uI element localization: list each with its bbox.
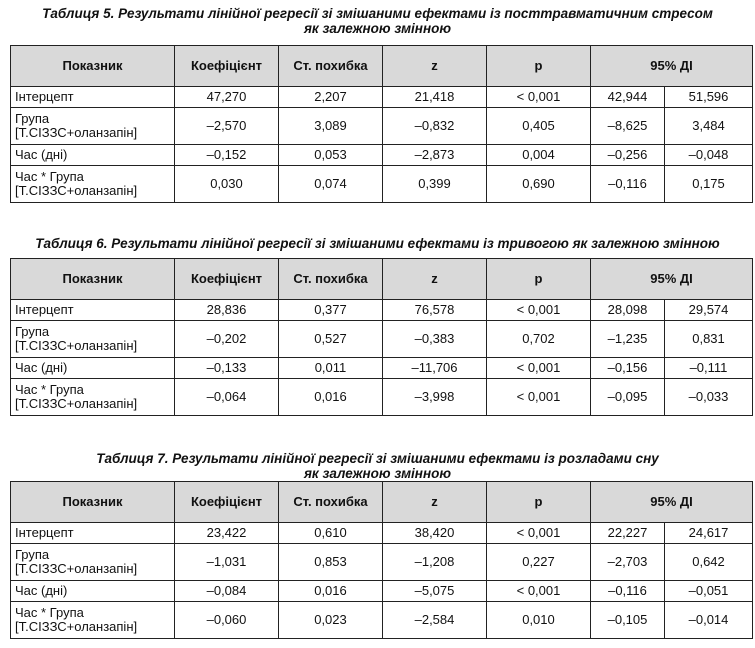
cell-std-error: 0,853: [279, 544, 383, 581]
table-row: [11, 87, 753, 108]
table-row: [11, 581, 753, 602]
row-label-line: [Т.СІЗЗС+оланзапін]: [15, 125, 138, 140]
cell-coefficient: –0,202: [175, 321, 279, 358]
cell-ci-upper: 29,574: [665, 300, 753, 321]
row-label: [11, 321, 175, 358]
cell-coefficient: –0,133: [175, 358, 279, 379]
header-coefficient: Коефіцієнт: [175, 482, 279, 523]
cell-ci-upper: –0,048: [665, 145, 753, 166]
cell-ci-upper: 0,642: [665, 544, 753, 581]
row-label-line: Час * Група: [15, 605, 84, 620]
cell-p: < 0,001: [487, 523, 591, 544]
header-z: z: [383, 482, 487, 523]
header-row: [11, 482, 753, 523]
header-ci: 95% ДІ: [591, 482, 753, 523]
cell-ci-lower: –0,116: [591, 581, 665, 602]
row-label: [11, 108, 175, 145]
cell-ci-upper: 3,484: [665, 108, 753, 145]
cell-std-error: 0,023: [279, 602, 383, 639]
header-p: p: [487, 482, 591, 523]
header-indicator: Показник: [11, 259, 175, 300]
caption-line: як залежною змінною: [303, 466, 452, 481]
cell-coefficient: –1,031: [175, 544, 279, 581]
header-coefficient: Коефіцієнт: [175, 259, 279, 300]
cell-ci-lower: –0,105: [591, 602, 665, 639]
cell-p: < 0,001: [487, 358, 591, 379]
cell-ci-lower: –8,625: [591, 108, 665, 145]
cell-ci-upper: –0,051: [665, 581, 753, 602]
cell-coefficient: –0,084: [175, 581, 279, 602]
regression-table: [10, 258, 753, 416]
cell-z: 38,420: [383, 523, 487, 544]
cell-z: –2,584: [383, 602, 487, 639]
cell-p: 0,690: [487, 166, 591, 203]
cell-ci-lower: 22,227: [591, 523, 665, 544]
cell-ci-upper: –0,111: [665, 358, 753, 379]
caption-line: Таблиця 6. Результати лінійної регресії зі змішаними ефектами із тривогою як залежною змінною: [35, 236, 720, 251]
table-row: [11, 523, 753, 544]
cell-std-error: 3,089: [279, 108, 383, 145]
header-ci: 95% ДІ: [591, 259, 753, 300]
header-indicator: Показник: [11, 482, 175, 523]
table-row: [11, 300, 753, 321]
row-label-line: Група: [15, 111, 50, 126]
cell-coefficient: –0,060: [175, 602, 279, 639]
row-label-line: Група: [15, 547, 50, 562]
cell-p: 0,227: [487, 544, 591, 581]
row-label-line: Час * Група: [15, 169, 84, 184]
table-row: [11, 358, 753, 379]
cell-p: < 0,001: [487, 87, 591, 108]
table-row: [11, 602, 753, 639]
row-label-line: Час * Група: [15, 382, 84, 397]
cell-p: < 0,001: [487, 379, 591, 416]
cell-z: –1,208: [383, 544, 487, 581]
header-z: z: [383, 46, 487, 87]
regression-table: [10, 481, 753, 639]
cell-std-error: 0,610: [279, 523, 383, 544]
cell-ci-lower: –2,703: [591, 544, 665, 581]
header-coefficient: Коефіцієнт: [175, 46, 279, 87]
cell-z: 21,418: [383, 87, 487, 108]
row-label: Інтерцепт: [11, 523, 175, 544]
row-label: Час (дні): [11, 581, 175, 602]
cell-ci-lower: –0,156: [591, 358, 665, 379]
cell-z: –0,832: [383, 108, 487, 145]
cell-std-error: 0,377: [279, 300, 383, 321]
row-label: Час (дні): [11, 358, 175, 379]
row-label-line: [Т.СІЗЗС+оланзапін]: [15, 183, 138, 198]
cell-p: < 0,001: [487, 300, 591, 321]
table-caption: [0, 236, 755, 251]
cell-coefficient: 28,836: [175, 300, 279, 321]
cell-ci-upper: 0,175: [665, 166, 753, 203]
cell-p: 0,010: [487, 602, 591, 639]
cell-ci-lower: –0,256: [591, 145, 665, 166]
header-std-error: Ст. похибка: [279, 482, 383, 523]
cell-std-error: 0,011: [279, 358, 383, 379]
cell-coefficient: –2,570: [175, 108, 279, 145]
table-caption: [0, 451, 755, 481]
table-row: [11, 544, 753, 581]
cell-ci-upper: 0,831: [665, 321, 753, 358]
cell-ci-upper: –0,014: [665, 602, 753, 639]
cell-std-error: 0,016: [279, 581, 383, 602]
cell-std-error: 2,207: [279, 87, 383, 108]
cell-coefficient: 23,422: [175, 523, 279, 544]
cell-std-error: 0,527: [279, 321, 383, 358]
cell-ci-lower: –0,116: [591, 166, 665, 203]
header-indicator: Показник: [11, 46, 175, 87]
header-p: p: [487, 46, 591, 87]
table-caption: [0, 6, 755, 36]
header-std-error: Ст. похибка: [279, 46, 383, 87]
row-label: [11, 544, 175, 581]
row-label: Інтерцепт: [11, 300, 175, 321]
table-row: [11, 379, 753, 416]
row-label: [11, 602, 175, 639]
header-z: z: [383, 259, 487, 300]
cell-p: 0,702: [487, 321, 591, 358]
cell-ci-upper: 24,617: [665, 523, 753, 544]
table-row: [11, 108, 753, 145]
row-label-line: [Т.СІЗЗС+оланзапін]: [15, 561, 138, 576]
cell-ci-lower: 42,944: [591, 87, 665, 108]
cell-coefficient: 47,270: [175, 87, 279, 108]
regression-table: [10, 45, 753, 203]
cell-ci-upper: 51,596: [665, 87, 753, 108]
cell-ci-lower: 28,098: [591, 300, 665, 321]
cell-coefficient: 0,030: [175, 166, 279, 203]
cell-z: –11,706: [383, 358, 487, 379]
cell-std-error: 0,074: [279, 166, 383, 203]
caption-line: як залежною змінною: [303, 21, 452, 36]
header-p: p: [487, 259, 591, 300]
cell-coefficient: –0,152: [175, 145, 279, 166]
cell-z: 0,399: [383, 166, 487, 203]
caption-line: Таблиця 5. Результати лінійної регресії зі змішаними ефектами із посттравматичним стресом: [42, 6, 713, 21]
cell-z: –0,383: [383, 321, 487, 358]
cell-ci-lower: –1,235: [591, 321, 665, 358]
header-row: [11, 46, 753, 87]
row-label-line: Група: [15, 324, 50, 339]
caption-line: Таблиця 7. Результати лінійної регресії зі змішаними ефектами із розладами сну: [96, 451, 659, 466]
row-label: Час (дні): [11, 145, 175, 166]
table-row: [11, 145, 753, 166]
row-label-line: [Т.СІЗЗС+оланзапін]: [15, 396, 138, 411]
cell-std-error: 0,053: [279, 145, 383, 166]
cell-z: –5,075: [383, 581, 487, 602]
header-ci: 95% ДІ: [591, 46, 753, 87]
cell-ci-lower: –0,095: [591, 379, 665, 416]
header-std-error: Ст. похибка: [279, 259, 383, 300]
row-label-line: [Т.СІЗЗС+оланзапін]: [15, 338, 138, 353]
row-label: [11, 379, 175, 416]
cell-z: –2,873: [383, 145, 487, 166]
cell-coefficient: –0,064: [175, 379, 279, 416]
cell-ci-upper: –0,033: [665, 379, 753, 416]
cell-p: < 0,001: [487, 581, 591, 602]
cell-z: 76,578: [383, 300, 487, 321]
cell-z: –3,998: [383, 379, 487, 416]
row-label: [11, 166, 175, 203]
table-row: [11, 166, 753, 203]
table-row: [11, 321, 753, 358]
row-label: Інтерцепт: [11, 87, 175, 108]
cell-p: 0,405: [487, 108, 591, 145]
cell-std-error: 0,016: [279, 379, 383, 416]
cell-p: 0,004: [487, 145, 591, 166]
header-row: [11, 259, 753, 300]
row-label-line: [Т.СІЗЗС+оланзапін]: [15, 619, 138, 634]
